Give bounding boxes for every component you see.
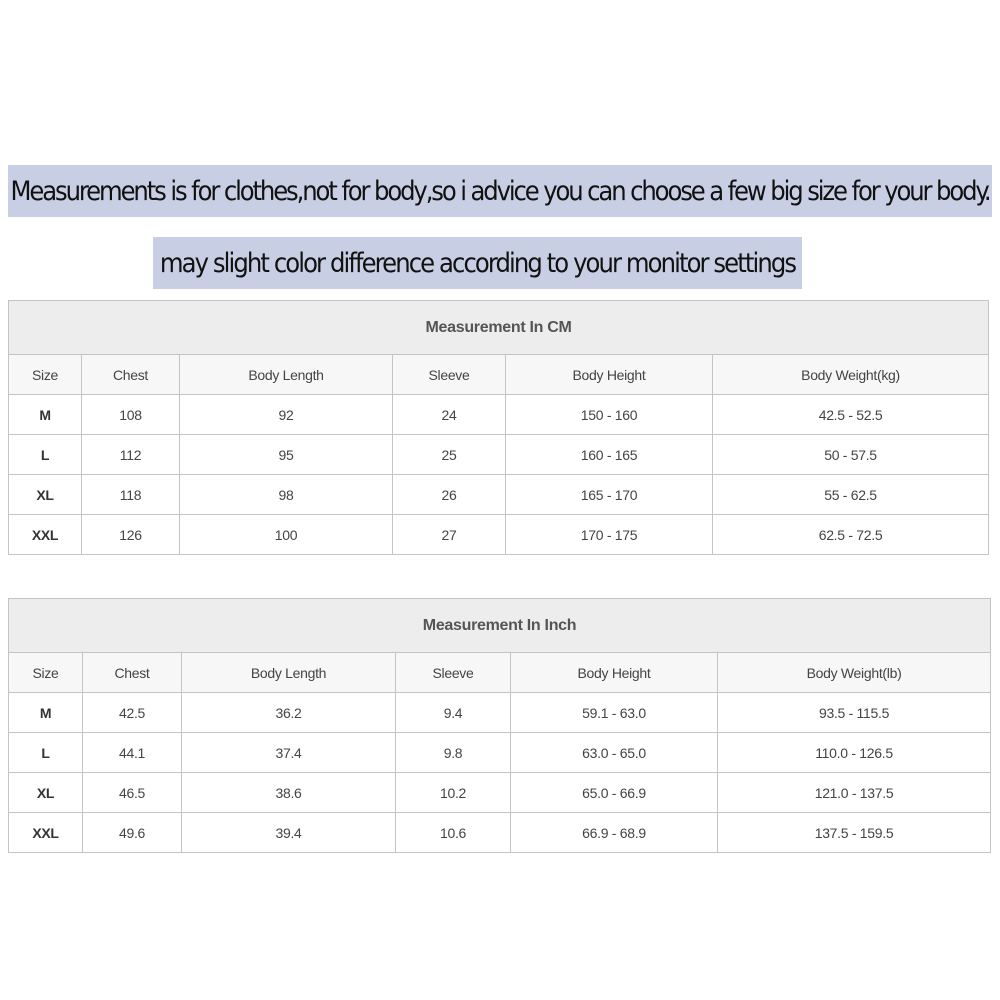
column-header-size: Size [9,653,83,693]
chest-cell: 42.5 [83,693,182,733]
size-cell: M [9,693,83,733]
column-header-chest: Chest [83,653,182,693]
column-header-body-weight: Body Weight(kg) [713,355,989,395]
body-length-cell: 98 [180,475,393,515]
body-weight-cell: 93.5 - 115.5 [718,693,991,733]
sleeve-cell: 26 [393,475,506,515]
body-height-cell: 66.9 - 68.9 [511,813,718,853]
sleeve-cell: 9.4 [396,693,511,733]
column-header-body-height: Body Height [511,653,718,693]
size-cell: XXL [9,515,82,555]
column-header-body-weight: Body Weight(lb) [718,653,991,693]
body-length-cell: 92 [180,395,393,435]
table-title: Measurement In Inch [9,599,991,653]
column-header-size: Size [9,355,82,395]
body-weight-cell: 62.5 - 72.5 [713,515,989,555]
body-height-cell: 63.0 - 65.0 [511,733,718,773]
size-cell: XL [9,475,82,515]
sleeve-cell: 27 [393,515,506,555]
chest-cell: 126 [82,515,180,555]
body-length-cell: 39.4 [182,813,396,853]
size-cell: M [9,395,82,435]
body-weight-cell: 42.5 - 52.5 [713,395,989,435]
body-length-cell: 38.6 [182,773,396,813]
table-row [9,395,989,435]
column-header-body-length: Body Length [180,355,393,395]
body-height-cell: 170 - 175 [506,515,713,555]
sleeve-cell: 24 [393,395,506,435]
column-header-sleeve: Sleeve [393,355,506,395]
body-length-cell: 36.2 [182,693,396,733]
sleeve-cell: 9.8 [396,733,511,773]
size-cell: XL [9,773,83,813]
size-cell: L [9,733,83,773]
body-weight-cell: 50 - 57.5 [713,435,989,475]
sleeve-cell: 10.6 [396,813,511,853]
body-height-cell: 65.0 - 66.9 [511,773,718,813]
column-header-sleeve: Sleeve [396,653,511,693]
notice-clothes-measurement: Measurements is for clothes,not for body,so i advice you can choose a few big size for your body. [8,165,992,217]
column-header-body-length: Body Length [182,653,396,693]
body-weight-cell: 137.5 - 159.5 [718,813,991,853]
size-cell: XXL [9,813,83,853]
body-weight-cell: 55 - 62.5 [713,475,989,515]
table-row [9,435,989,475]
table-row [9,813,991,853]
header-row [9,355,989,395]
chest-cell: 44.1 [83,733,182,773]
chest-cell: 108 [82,395,180,435]
header-row [9,653,991,693]
table-row [9,515,989,555]
body-height-cell: 160 - 165 [506,435,713,475]
table-title: Measurement In CM [9,301,989,355]
table-row [9,773,991,813]
table-row [9,693,991,733]
chest-cell: 112 [82,435,180,475]
size-cell: L [9,435,82,475]
chest-cell: 49.6 [83,813,182,853]
sleeve-cell: 25 [393,435,506,475]
body-height-cell: 150 - 160 [506,395,713,435]
table-row [9,733,991,773]
column-header-chest: Chest [82,355,180,395]
table-row [9,475,989,515]
sleeve-cell: 10.2 [396,773,511,813]
body-length-cell: 100 [180,515,393,555]
body-weight-cell: 121.0 - 137.5 [718,773,991,813]
size-table-inch [8,598,991,853]
notice-color-difference: may slight color difference according to your monitor settings [153,237,802,289]
column-header-body-height: Body Height [506,355,713,395]
body-height-cell: 59.1 - 63.0 [511,693,718,733]
chest-cell: 46.5 [83,773,182,813]
size-table-cm [8,300,989,555]
body-length-cell: 95 [180,435,393,475]
chest-cell: 118 [82,475,180,515]
body-length-cell: 37.4 [182,733,396,773]
body-height-cell: 165 - 170 [506,475,713,515]
body-weight-cell: 110.0 - 126.5 [718,733,991,773]
